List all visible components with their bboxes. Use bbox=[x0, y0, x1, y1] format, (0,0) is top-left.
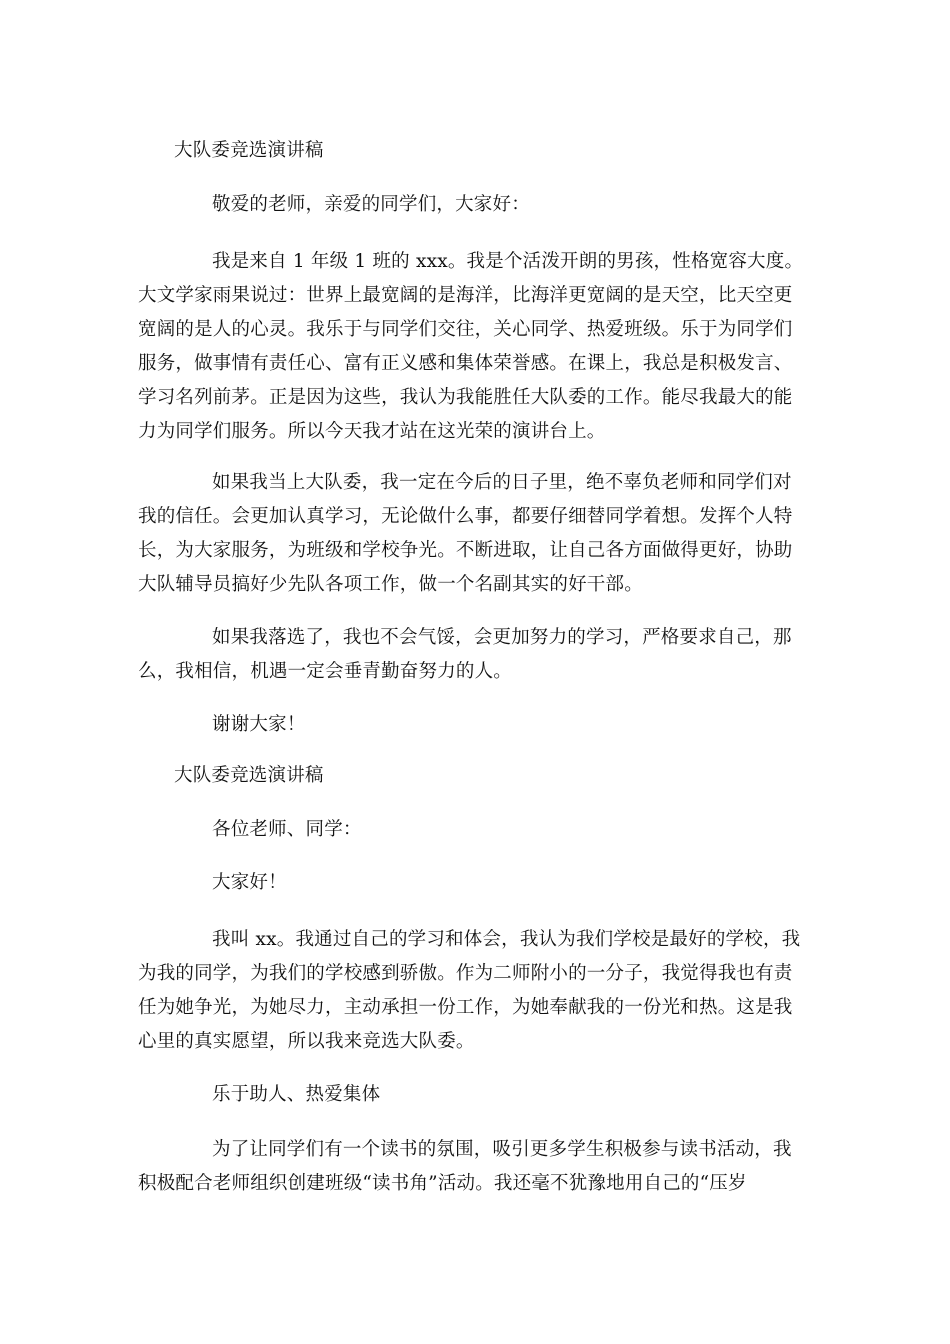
paragraph-line: 为了让同学们有一个读书的氛围，吸引更多学生积极参与读书活动，我 bbox=[212, 1139, 792, 1160]
paragraph-line: 为我的同学，为我们的学校感到骄傲。作为二师附小的一分子，我觉得我也有责 bbox=[138, 963, 793, 984]
paragraph-line: 我是来自 1 年级 1 班的 xxx。我是个活泼开朗的男孩，性格宽容大度。 bbox=[212, 251, 804, 272]
greeting-line: 各位老师、同学： bbox=[212, 819, 362, 840]
paragraph-line: 我的信任。会更加认真学习，无论做什么事，都要仔细替同学着想。发挥个人特 bbox=[138, 506, 793, 527]
paragraph-line: 宽阔的是人的心灵。我乐于与同学们交往，关心同学、热爱班级。乐于为同学们 bbox=[138, 319, 793, 340]
paragraph-line: 大队辅导员搞好少先队各项工作，做一个名副其实的好干部。 bbox=[138, 574, 643, 595]
subheading-line: 乐于助人、热爱集体 bbox=[212, 1084, 381, 1105]
paragraph-line: 心里的真实愿望，所以我来竞选大队委。 bbox=[138, 1031, 475, 1052]
paragraph-line: 学习名列前茅。正是因为这些，我认为我能胜任大队委的工作。能尽我最大的能 bbox=[138, 387, 793, 408]
paragraph-line: 长，为大家服务，为班级和学校争光。不断进取，让自己各方面做得更好，协助 bbox=[138, 540, 793, 561]
paragraph-line: 我叫 xx。我通过自己的学习和体会，我认为我们学校是最好的学校，我 bbox=[212, 929, 801, 950]
paragraph-line: 么，我相信，机遇一定会垂青勤奋努力的人。 bbox=[138, 661, 513, 682]
closing-line: 谢谢大家！ bbox=[212, 714, 306, 735]
paragraph-line: 力为同学们服务。所以今天我才站在这光荣的演讲台上。 bbox=[138, 421, 606, 442]
paragraph-line: 任为她争光，为她尽力，主动承担一份工作，为她奉献我的一份光和热。这是我 bbox=[138, 997, 793, 1018]
paragraph-line: 积极配合老师组织创建班级“读书角”活动。我还毫不犹豫地用自己的“压岁 bbox=[138, 1173, 747, 1194]
paragraph-line: 如果我当上大队委，我一定在今后的日子里，绝不辜负老师和同学们对 bbox=[212, 472, 792, 493]
paragraph-line: 服务，做事情有责任心、富有正义感和集体荣誉感。在课上，我总是积极发言、 bbox=[138, 353, 793, 374]
section-title: 大队委竞选演讲稿 bbox=[174, 765, 324, 786]
section-title: 大队委竞选演讲稿 bbox=[174, 140, 324, 161]
greeting-line: 大家好！ bbox=[212, 872, 287, 893]
greeting-line: 敬爱的老师，亲爱的同学们，大家好： bbox=[212, 194, 530, 215]
paragraph-line: 如果我落选了，我也不会气馁，会更加努力的学习，严格要求自己，那 bbox=[212, 627, 792, 648]
paragraph-line: 大文学家雨果说过：世界上最宽阔的是海洋，比海洋更宽阔的是天空，比天空更 bbox=[138, 285, 793, 306]
